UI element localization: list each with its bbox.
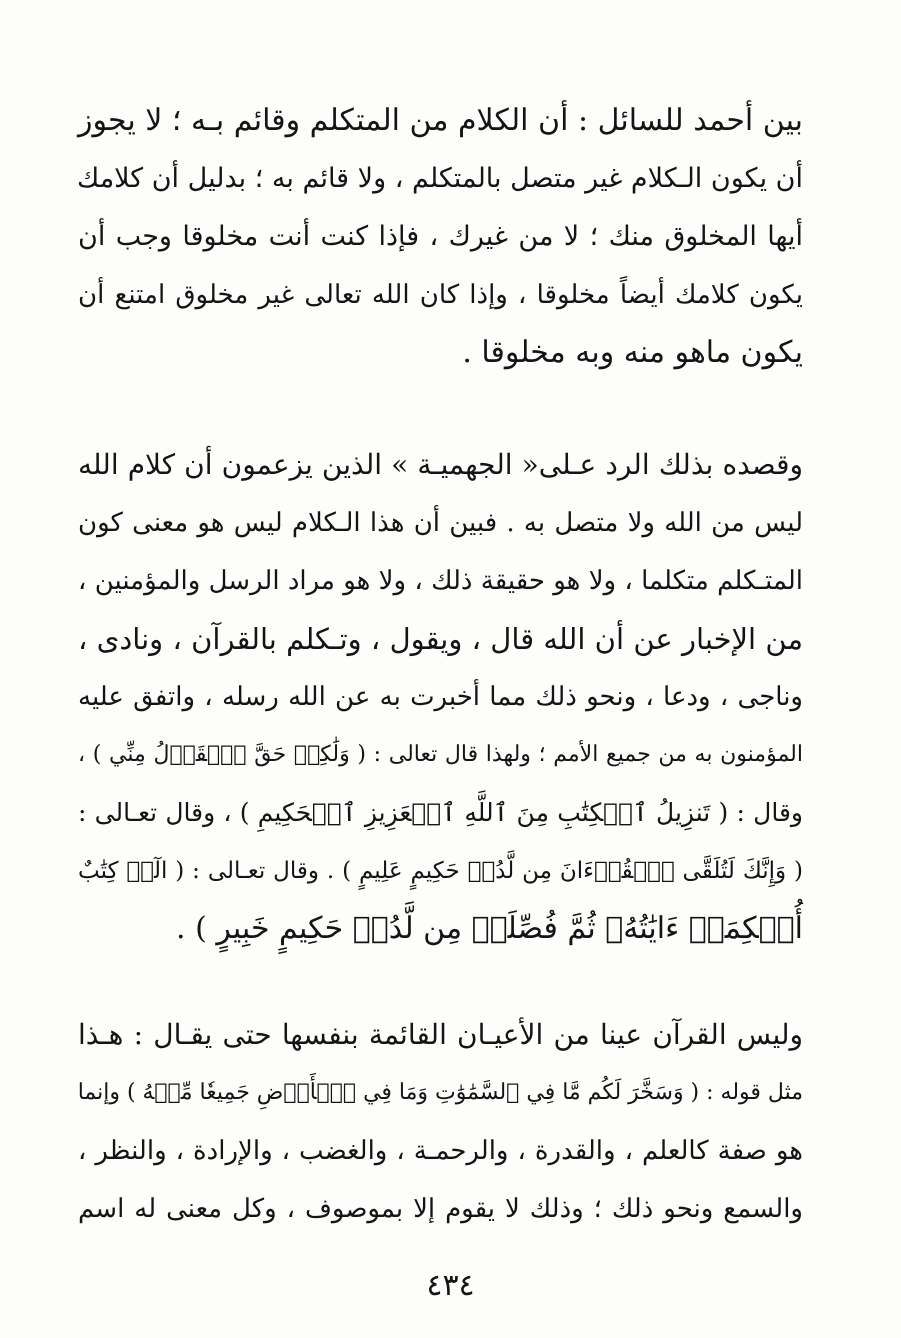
text-line: ليس من الله ولا متصل به . فبين أن هذا الـكلام ليس هو معنى كون — [78, 508, 803, 538]
text-line: وقصده بذلك الرد عـلى« الجهميـة » الذين يزعمون أن كلام الله — [78, 448, 803, 481]
paragraph-2 — [78, 436, 803, 958]
text-line: من الإخبار عن أن الله قال ، ويقول ، وتـكلم بالقرآن ، ونادى ، — [78, 622, 803, 656]
body-text — [78, 92, 803, 1238]
paragraph-3 — [78, 1006, 803, 1238]
text-line: أن يكون الـكلام غير متصل بالمتكلم ، ولا قائم به ؛ بدليل أن كلامك — [76, 163, 803, 194]
text-line: والسمع ونحو ذلك ؛ وذلك لا يقوم إلا بموصوف ، وكل معنى له اسم — [78, 1194, 803, 1224]
text-line: أُحۡكِمَتۡ ءَايَٰتُهُۥ ثُمَّ فُصِّلَتۡ مِن لَّدُنۡ حَكِيمٍ خَبِيرٍ ) . — [176, 911, 803, 946]
paragraph-spacer — [78, 382, 803, 436]
text-line: وناجى ، ودعا ، ونحو ذلك مما أخبرت به عن الله رسله ، واتفق عليه — [78, 682, 803, 712]
text-line: المتـكلم متكلما ، ولا هو حقيقة ذلك ، ولا هو مراد الرسل والمؤمنين ، — [78, 566, 803, 596]
text-line: وقال : ( تَنزِيلُ ٱلۡكِتَٰبِ مِنَ ٱللَّهِ ٱلۡعَزِيزِ ٱلۡحَكِيمِ ) ، وقال تعـالى : — [78, 798, 803, 827]
page-number: ٤٣٤ — [426, 1268, 475, 1303]
text-line: يكون كلامك أيضاً مخلوقا ، وإذا كان الله تعالى غير مخلوق امتنع أن — [78, 280, 803, 310]
text-line: بين أحمد للسائل : أن الكلام من المتكلم وقائم بـه ؛ لا يجوز — [78, 103, 803, 138]
paragraph-spacer — [78, 958, 803, 1006]
text-line: مثل قوله : ( وَسَخَّرَ لَكُم مَّا فِي ٱلسَّمَٰوَٰتِ وَمَا فِي ٱلۡأَرۡضِ جَمِيعٗا مِّنۡهُ ) وإنما — [77, 1080, 803, 1105]
text-line: المؤمنون به من جميع الأمم ؛ ولهذا قال تعالى : ( وَلَٰكِنۡ حَقَّ ٱلۡقَوۡلُ مِنِّي ) ، — [78, 742, 803, 767]
paragraph-1 — [78, 92, 803, 382]
text-line: يكون ماهو منه وبه مخلوقا . — [462, 335, 803, 370]
text-line: وليس القرآن عينا من الأعيـان القائمة بنفسها حتى يقـال : هـذا — [78, 1018, 803, 1051]
text-line: أيها المخلوق منك ؛ لا من غيرك ، فإذا كنت أنت مخلوقا وجب أن — [78, 221, 803, 252]
text-line: ( وَإِنَّكَ لَتُلَقَّى ٱلۡقُرۡءَانَ مِن لَّدُنۡ حَكِيمٍ عَلِيمٍ ) . وقال تعـالى : ( الٓرۚ كِتَٰبٌ — [78, 858, 803, 884]
text-line: هو صفة كالعلم ، والقدرة ، والرحمـة ، والغضب ، والإرادة ، والنظر ، — [78, 1136, 803, 1166]
